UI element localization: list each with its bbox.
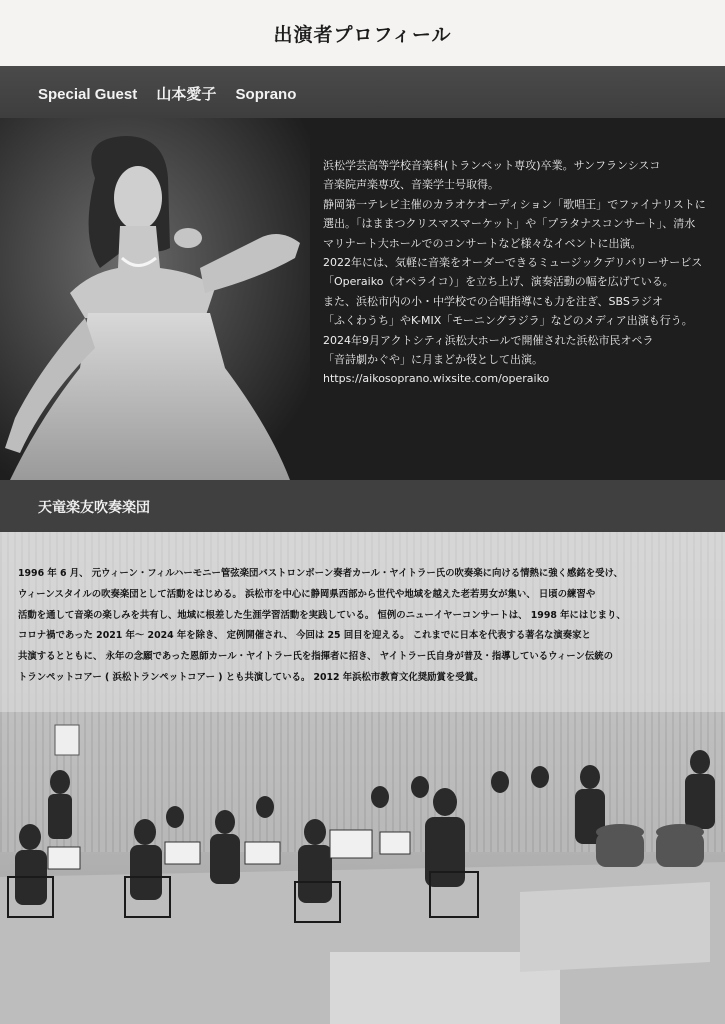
guest-header-text: Special Guest 山本愛子 Soprano [38,86,297,103]
band-header-bar [0,480,725,532]
guest-photo-panel [0,118,725,480]
band-description: 1996 年 6 月、 元ウィーン・フィルハーモニー管弦楽団バストロンボーン奏者カール・ヤイトラー氏の吹奏楽に向ける情熱に強く感銘を受け、 ウィーンスタイルの吹奏楽団として活動をはじめる。 浜松市を中心に静岡県西部から世代や地域を越えた老若男女が集い、 日頃の練習や 活動を通して音楽の楽しみを共有し、地域に根差した生涯学習活動を実践している。 恒例のニューイヤーコンサートは、 1998 年にはじまり、 コロナ禍であった 2021 年～ 2024 年を除き、 定例開催され、 今回は 25 回目を迎える。 これまでに日本を代表する著名な演奏家と 共演するとともに、 永年の念願であった恩師カール・ヤイトラー氏を指揮者に招き、 ヤイトラー氏自身が普及・指導しているウィーン伝統の トランペットコアー ( 浜松トランペットコアー ) とも共演している。 2012 年浜松市教育文化奨励賞を受賞。 [18,568,626,683]
guest-header-bar [0,66,725,118]
page-title: 出演者プロフィール [273,24,452,46]
soprano-portrait [0,118,310,480]
soprano-bio: 浜松学芸高等学校音楽科(トランペット専攻)卒業。サンフランシスコ 音楽院声楽専攻、音楽学士号取得。 静岡第一テレビ主催のカラオケオーディション「歌唱王」でファイナリストに 選出。「はままつクリスマスマーケット」や「プラタナスコンサート」、清水 マリナート大ホールでのコンサートなど様々なイベントに出演。 2022年には、気軽に音楽をオーダーできるミュージックデリバリーサービス 「Operaiko（オペライコ）」を立ち上げ、演奏活動の幅を広げている。 また、浜松市内の小・中学校での合唱指導にも力を注ぎ、SBSラジオ 「ふくわうち」やK-MIX「モーニングラジラ」などのメディア出演も行う。 2024年9月アクトシティ浜松大ホールで開催された浜松市民オペラ 「音詩劇かぐや」に月まどか役として出演。 https://aikosoprano.wixsite.com/operaiko [323,159,706,386]
band-photo-panel [0,532,725,1024]
band-header-text: 天竜楽友吹奏楽団 [38,500,150,516]
